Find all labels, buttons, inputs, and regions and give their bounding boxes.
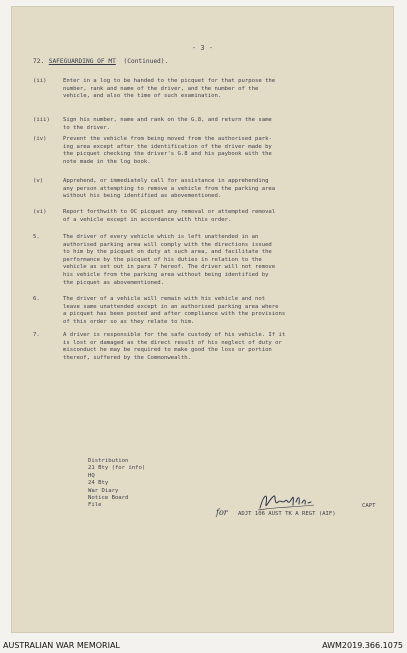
distribution-entry: War Diary	[88, 487, 119, 494]
distribution-heading: Distribution	[88, 458, 129, 464]
order-item-line: without his being identified as abovementioned.	[63, 193, 222, 200]
footer-reference: AWM2019.366.1075	[322, 641, 403, 650]
order-item-text	[63, 234, 365, 287]
order-item-line: thereof, suffered by the Commonwealth.	[63, 354, 191, 361]
order-item-line: The driver of every vehicle which is left unattended in an	[63, 234, 259, 240]
order-item-line: Apprehend, or immediately call for assistance in apprehending	[63, 178, 269, 184]
order-item-line: of this order so as they relate to him.	[63, 318, 195, 325]
order-item-line: performance by the picquet of his duties in relation to the	[63, 256, 262, 263]
order-item-text	[63, 178, 365, 201]
signature-title: ADJT 106 AUST TK A REGT (AIF)	[238, 511, 336, 517]
order-item-line: authorised parking area will comply with the directions issued	[63, 241, 272, 248]
order-item-line: vehicle as set out in para 7 hereof. The driver will not remove	[63, 264, 276, 271]
order-item-line: a picquet has been posted and after compliance with the provisions	[63, 311, 286, 318]
distribution-entry: HQ	[88, 472, 95, 479]
order-item-text	[63, 209, 365, 224]
order-item-label: (v)	[33, 178, 44, 184]
page-number: - 3 -	[191, 44, 214, 52]
section-title: SAFEGUARDING OF MT	[48, 58, 116, 65]
order-item-line: Report forthwith to OC picquet any removal or attempted removal	[63, 209, 276, 215]
section-number: 72.	[33, 58, 45, 65]
order-item-text	[63, 136, 365, 166]
order-item-label: 7.	[33, 332, 40, 338]
order-item-line: is lost or damaged as the direct result of his neglect of duty or	[63, 339, 282, 346]
order-item-line: the picquet checking the driver's G.8 and his paybook with the	[63, 151, 272, 158]
distribution-entry: 21 Bty (for info)	[88, 465, 146, 472]
order-item-line: the picquet as abovementioned.	[63, 279, 165, 286]
order-item-line: The driver of a vehicle will remain with his vehicle and not	[63, 296, 266, 302]
order-item-text	[63, 332, 365, 362]
distribution-entry: File	[88, 502, 102, 509]
order-item-line: ing area except after the identification of the driver made by	[63, 143, 272, 150]
order-item-text	[63, 78, 365, 101]
signature-rank: CAPT	[362, 503, 376, 509]
order-item-line: note made in the log book.	[63, 158, 151, 165]
archive-footer	[0, 638, 407, 653]
order-item-line: misconduct he may be required to make good the loss or portion	[63, 347, 272, 354]
order-item-label: (vi)	[33, 209, 47, 215]
order-item-line: Prevent the vehicle from being moved from the authorised park-	[63, 136, 272, 142]
order-item-label: (iii)	[33, 117, 50, 123]
order-item-label: 5.	[33, 234, 40, 240]
order-item-line: to him by the picquet on duty at such area, and facilitate the	[63, 249, 272, 256]
section-continued: (Continued).	[123, 58, 169, 65]
order-item-line: leave same unattended except in an authorised parking area where	[63, 303, 279, 310]
order-item-line: A driver is responsible for the safe custody of his vehicle. If it	[63, 332, 286, 338]
document-page	[11, 6, 394, 633]
distribution-entry: 24 Bty	[88, 480, 109, 487]
order-item-text	[63, 296, 365, 326]
order-item-label: (ii)	[33, 78, 47, 84]
order-item-line: vehicle, and also the time of such examination.	[63, 93, 222, 100]
signature-block	[216, 494, 386, 534]
order-item-line: his vehicle from the parking area without being identified by	[63, 271, 269, 278]
order-item-label: 6.	[33, 296, 40, 302]
footer-institution: AUSTRALIAN WAR MEMORIAL	[3, 641, 120, 650]
order-item-line: number, rank and name of the driver, and the number of the	[63, 85, 259, 92]
order-item-label: (iv)	[33, 136, 47, 142]
distribution-list	[88, 458, 145, 510]
section-heading	[33, 58, 168, 65]
order-item-line: of a vehicle except in accordance with this order.	[63, 216, 232, 223]
order-item-line: to the driver.	[63, 124, 111, 131]
order-item-line: Sign his number, name and rank on the G.8, and return the same	[63, 117, 272, 123]
distribution-entry: Notice Board	[88, 495, 129, 502]
signature-for: for	[216, 508, 228, 517]
order-item-line: Enter in a log to be handed to the picquet for that purpose the	[63, 78, 276, 84]
order-item-text	[63, 117, 365, 132]
order-item-line: any person attempting to remove a vehicle from the parking area	[63, 185, 276, 192]
